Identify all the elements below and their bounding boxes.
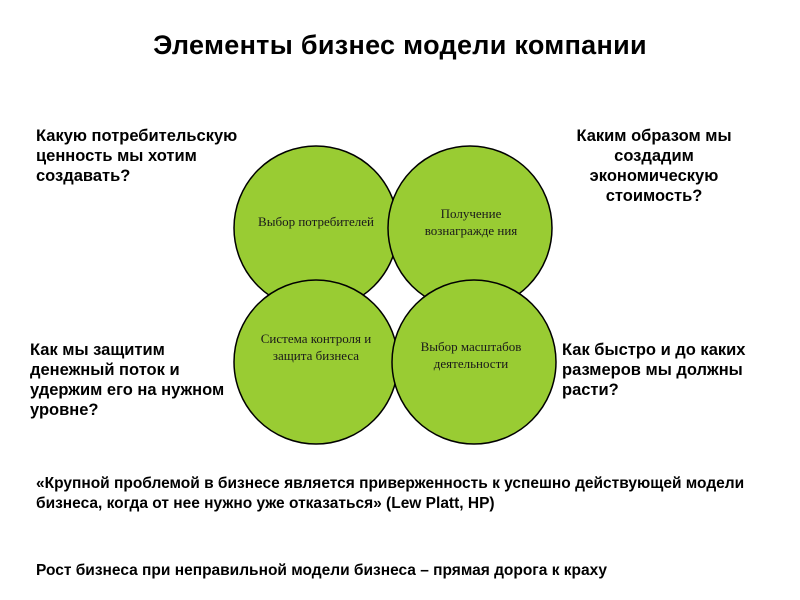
question-top-left: Какую потребительскую ценность мы хотим создавать?	[36, 127, 238, 185]
page-title: Элементы бизнес модели компании	[153, 30, 647, 60]
quote-text: «Крупной проблемой в бизнесе является приверженность к успешно действующей модели бизнеса, когда от нее нужно уже отказаться» (Lew Platt, HP)	[36, 475, 745, 512]
circle-label-bottom-right: Выбор масштабов деятельности	[420, 339, 522, 371]
question-bottom-left: Как мы защитим денежный поток и удержим его на нужном уровне?	[30, 341, 225, 419]
circle-label-top-right: Получение вознагражде ния	[424, 206, 518, 238]
circle-label-bottom-left: Система контроля и защита бизнеса	[260, 331, 372, 363]
circle-label-top-left: Выбор потребителей	[258, 214, 374, 229]
conclusion-text: Рост бизнеса при неправильной модели бизнеса – прямая дорога к краху	[36, 562, 608, 579]
question-bottom-right: Как быстро и до каких размеров мы должны расти?	[562, 341, 746, 399]
question-top-right: Каким образом мы создадим экономическую стоимость?	[576, 127, 732, 205]
